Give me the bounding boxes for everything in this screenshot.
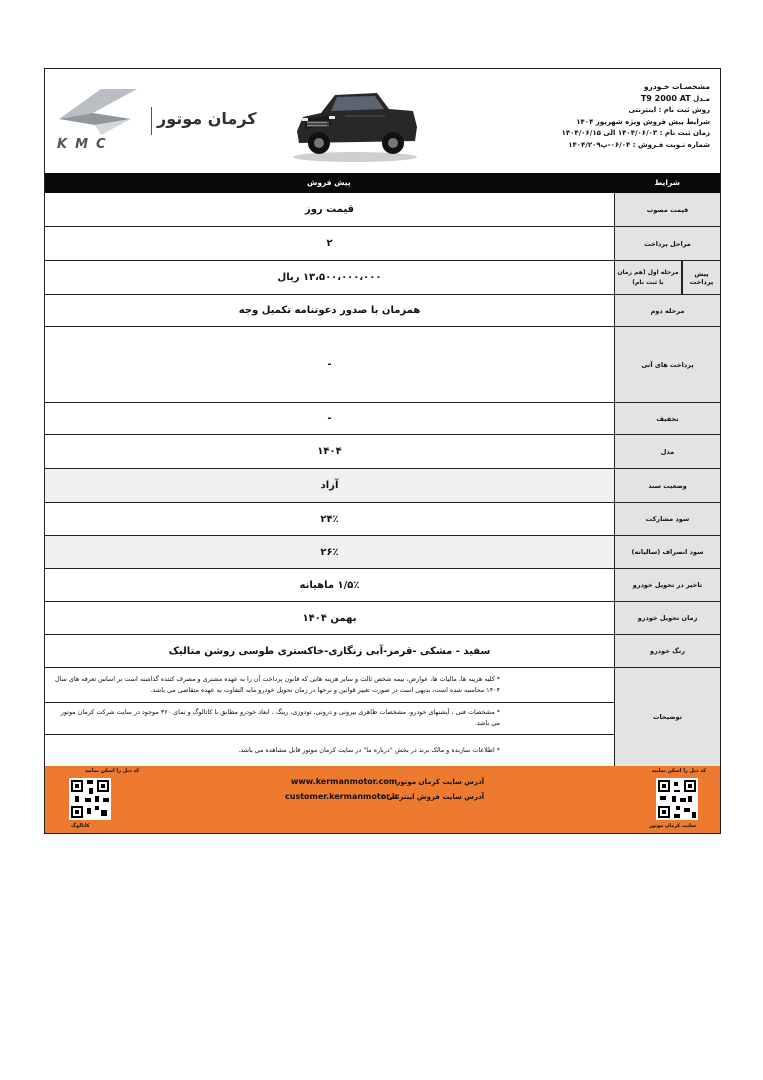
document-status-label: وضعیت سند (614, 469, 720, 502)
kmc-letters: KMC (57, 137, 114, 152)
sheet-header (45, 69, 720, 174)
qr-right-caption: سایت کرمان موتور (649, 823, 696, 829)
conditions-header: شرایط (654, 178, 680, 187)
table-header-bar (45, 173, 720, 193)
sale-number: شماره نـوبت فـروش : ۰۶/۰۴-پ۱۴۰۴/۲۰۹ (568, 140, 710, 149)
kmc-logo (53, 83, 257, 163)
website-qr-icon[interactable] (656, 778, 698, 820)
model-line (510, 93, 710, 106)
presale-header: پیش فروش (307, 178, 351, 187)
cancellation-profit-value: ۲۶٪ (320, 546, 339, 558)
row-document-status (45, 469, 720, 503)
row-discount (45, 403, 720, 435)
first-stage-value: ۱۳،۵۰۰،۰۰۰،۰۰۰ ریال (277, 272, 382, 283)
discount-label: تخفیف (614, 403, 720, 434)
price-sheet (44, 68, 721, 834)
row-participation-profit (45, 503, 720, 536)
participation-profit-value: ۲۴٪ (320, 513, 339, 525)
row-payment-stages (45, 227, 720, 261)
catalog-qr-icon[interactable] (69, 778, 111, 820)
document-status-value: آزاد (320, 480, 339, 491)
note-2-text: * مشخصات فنی ، آپشنهای خودرو، مشخصات ظاهری بیرونی و درونی، تودوزی، رینگ ، ابعاد خودرو مطابق با کاتالوگ و نمای ۳۶۰ موجود در سایت شرکت کرمان موتور می باشد. (60, 708, 500, 727)
row-cancellation-profit (45, 536, 720, 569)
row-second-stage (45, 295, 720, 327)
scan-hint-right: کد ذیل را اسکن نمایید (651, 768, 706, 774)
cancellation-profit-label: سود انصراف (سالیانه) (614, 536, 720, 568)
future-payments-value: - (327, 359, 332, 370)
model-year-label: مدل (614, 435, 720, 468)
brand-name: کرمان موتور (157, 109, 257, 128)
second-stage-value: همزمان با صدور دعوتنامه تکمیل وجه (238, 305, 421, 316)
vehicle-specs (510, 81, 710, 151)
sale-conditions: شرایط پیش فروش ویژه شهریور ۱۴۰۴ (576, 117, 710, 126)
model-label: مـدل (693, 94, 710, 103)
sales-url-link[interactable]: customer.kermanmotor.ir (285, 792, 399, 801)
discount-value: - (327, 413, 332, 424)
row-model-year (45, 435, 720, 469)
registration-method: روش ثبت نام : اینترنتی (628, 106, 710, 114)
row-notes (45, 668, 720, 766)
note-3-text: * اطلاعات سازنده و مالک برند در بخش "درباره ما" در سایت کرمان موتور قابل مشاهده می باشد. (238, 745, 500, 754)
first-stage-label: مرحله اول (هم زمان با ثبت نام) (614, 261, 682, 294)
row-color (45, 635, 720, 668)
second-stage-label: مرحله دوم (614, 295, 720, 326)
registration-time: زمان ثبت نام : ۱۴۰۴/۰۶/۰۳ الی ۱۴۰۴/۰۶/۱۵ (561, 129, 710, 137)
notes-label: توضیحات (614, 668, 720, 766)
delivery-delay-label: تاخیر در تحویل خودرو (614, 569, 720, 601)
scan-hint-left: کد ذیل را اسکن نمایید (85, 768, 140, 774)
row-future-payments (45, 327, 720, 403)
model-value: T9 2000 AT (640, 93, 691, 103)
color-label: رنگ خودرو (614, 635, 720, 667)
prepayment-group-label: پیش پرداخت (682, 261, 720, 294)
qr-left-caption: کاتالوگ (71, 823, 90, 829)
model-year-value: ۱۴۰۴ (317, 446, 342, 457)
delivery-delay-value: ۱/۵٪ ماهیانه (299, 579, 360, 591)
site-url-link[interactable]: www.kermanmotor.com (291, 777, 398, 786)
note-1 (45, 668, 614, 703)
row-approved-price (45, 193, 720, 227)
pickup-truck-image (285, 79, 425, 164)
delivery-time-value: بهمن ۱۴۰۴ (302, 612, 357, 624)
approved-price-value: قیمت روز (304, 204, 355, 215)
participation-profit-label: سود مشارکت (614, 503, 720, 535)
sales-site-label: آدرس سایت فروش اینترنتی : (381, 793, 484, 801)
note-2 (45, 702, 614, 735)
site-label: آدرس سایت کرمان موتور : (391, 778, 484, 786)
note-1-text: * کلیه هزینه ها، مالیات ها، عوارض، بیمه شخص ثالث و سایر هزینه هایی که قانون پرداخت آن را به عهده مشتری و مصرف کننده گذاشته است بر اساس تعرفه های سال ۱۴۰۴ محاسبه شده است، بدیهی است در صورت تغییر قوانین و نرخها در زمان تحویل خودرو مابه التفاوت به عهده متقاضی می باشد. (54, 675, 500, 694)
future-payments-label: پرداخت های آتی (614, 327, 720, 402)
note-3 (45, 734, 614, 766)
payment-stages-value: ۲ (326, 238, 333, 249)
delivery-time-label: زمان تحویل خودرو (614, 602, 720, 634)
specs-title: مشخصـات خـودرو (643, 82, 710, 91)
color-value: سفید - مشکی -قرمز-آبی زنگاری-خاکستری طوسی روشن متالیک (168, 645, 491, 657)
footer-bar (45, 766, 720, 833)
row-first-stage (45, 261, 720, 295)
approved-price-label: قیمت مصوب (614, 193, 720, 226)
payment-stages-label: مراحل پرداخت (614, 227, 720, 260)
row-delivery-delay (45, 569, 720, 602)
row-delivery-time (45, 602, 720, 635)
logo-divider (151, 107, 152, 135)
